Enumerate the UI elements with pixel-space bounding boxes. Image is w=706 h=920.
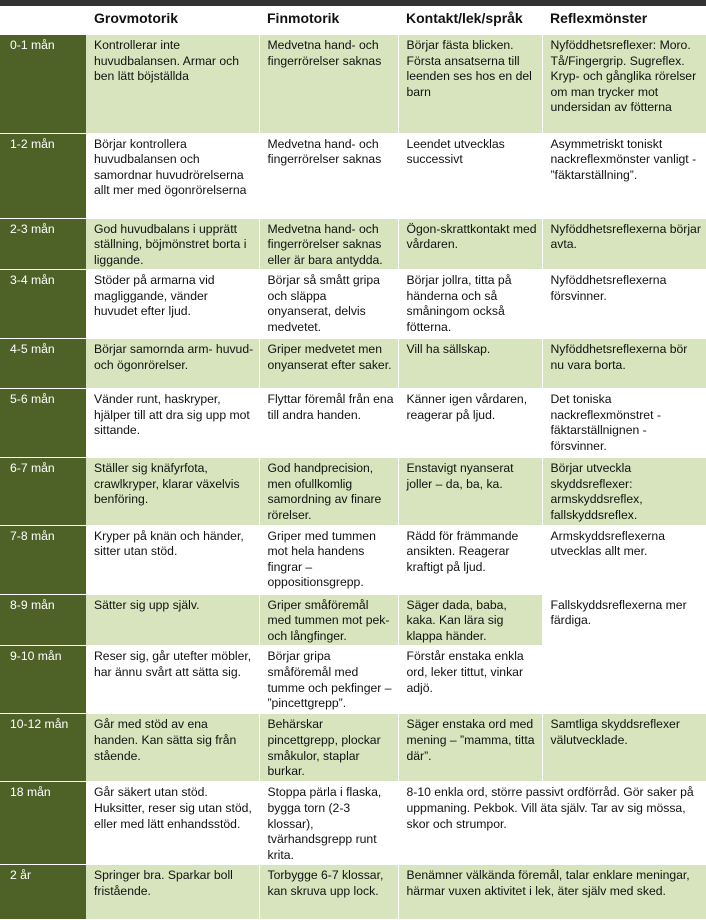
reflex-cell: Nyföddhetsreflexerna bör nu vara borta.: [542, 339, 706, 389]
gross-cell: Springer bra. Sparkar boll fristående.: [86, 865, 259, 920]
age-cell: 7-8 mån: [0, 525, 86, 594]
contact-cell: Säger dada, baba, kaka. Kan lära sig klappa händer.: [398, 594, 542, 646]
gross-cell: Börjar samornda arm- huvud- och ögonrörelser.: [86, 339, 259, 389]
contact-cell: Förstår enstaka enkla ord, leker tittut, vinkar adjö.: [398, 646, 542, 714]
gross-cell: God huvudbalans i upprätt ställning, böjmönstret borta i liggande.: [86, 218, 259, 270]
table-row: [0, 594, 706, 646]
gross-cell: Kontrollerar inte huvudbalansen. Armar och ben lätt böjställda: [86, 35, 259, 133]
fine-cell: God handprecision, men ofullkomlig samordning av finare rörelser.: [259, 458, 398, 525]
contact-cell: Benämner välkända föremål, talar enklare meningar, härmar vuxen aktivitet i lek, äter själv med sked.: [398, 865, 706, 920]
table-row: [0, 339, 706, 389]
table-row: [0, 865, 706, 920]
fine-cell: Medvetna hand- och fingerrörelser saknas: [259, 133, 398, 218]
gross-cell: Stöder på armarna vid magliggande, vänder huvudet efter ljud.: [86, 270, 259, 339]
gross-cell: Ställer sig knäfyrfota, crawlkryper, klarar växelvis benföring.: [86, 458, 259, 525]
fine-cell: Behärskar pincettgrepp, plockar småkulor, staplar burkar.: [259, 714, 398, 782]
contact-cell: Vill ha sällskap.: [398, 339, 542, 389]
age-cell: 9-10 mån: [0, 646, 86, 714]
age-cell: 1-2 mån: [0, 133, 86, 218]
fine-cell: Griper med tummen mot hela handens fingrar – oppositionsgrepp.: [259, 525, 398, 594]
age-cell: 4-5 mån: [0, 339, 86, 389]
reflex-cell: Det toniska nackreflexmönstret - fäktarställnignen - försvinner.: [542, 389, 706, 458]
header-grovmotorik: Grovmotorik: [86, 6, 259, 35]
header-kontakt: Kontakt/lek/språk: [398, 6, 542, 35]
fine-cell: Börjar så smått gripa och släppa onyanserat, delvis medvetet.: [259, 270, 398, 339]
table-row: [0, 782, 706, 865]
contact-cell: Börjar fästa blicken. Första ansatserna till leenden ses hos en del barn: [398, 35, 542, 133]
age-cell: 18 mån: [0, 782, 86, 865]
header-reflexmonster: Reflexmönster: [542, 6, 706, 35]
gross-cell: Reser sig, går utefter möbler, har ännu svårt att sätta sig.: [86, 646, 259, 714]
contact-cell: Känner igen vårdaren, reagerar på ljud.: [398, 389, 542, 458]
gross-cell: Vänder runt, haskryper, hjälper till att dra sig upp mot sittande.: [86, 389, 259, 458]
table-row: [0, 270, 706, 339]
reflex-cell: Samtliga skyddsreflexer välutvecklade.: [542, 714, 706, 782]
reflex-cell: Asymmetriskt toniskt nackreflexmönster vanligt - ”fäktarställning”.: [542, 133, 706, 218]
table-row: [0, 458, 706, 525]
table-row: [0, 35, 706, 133]
age-cell: 2 år: [0, 865, 86, 920]
gross-cell: Sätter sig upp själv.: [86, 594, 259, 646]
contact-cell: 8-10 enkla ord, större passivt ordförråd. Gör saker på uppmaning. Pekbok. Vill äta själv. Tar av sig mössa, skor och strumpor.: [398, 782, 706, 865]
fine-cell: Medvetna hand- och fingerrörelser saknas: [259, 35, 398, 133]
contact-cell: Rädd för främmande ansikten. Reagerar kraftigt på ljud.: [398, 525, 542, 594]
age-cell: 2-3 mån: [0, 218, 86, 270]
gross-cell: Går säkert utan stöd. Huksitter, reser sig utan stöd, eller med lätt enhandsstöd.: [86, 782, 259, 865]
age-cell: 6-7 mån: [0, 458, 86, 525]
fine-cell: Griper medvetet men onyanserat efter saker.: [259, 339, 398, 389]
age-cell: 5-6 mån: [0, 389, 86, 458]
fine-cell: Torbygge 6-7 klossar, kan skruva upp lock.: [259, 865, 398, 920]
fine-cell: Börjar gripa småföremål med tumme och pekfinger – ”pincettgrepp”.: [259, 646, 398, 714]
reflex-cell: Börjar utveckla skyddsreflexer: armskyddsreflex, fallskyddsreflex.: [542, 458, 706, 525]
gross-cell: Går med stöd av ena handen. Kan sätta sig från stående.: [86, 714, 259, 782]
fine-cell: Flyttar föremål från ena till andra handen.: [259, 389, 398, 458]
contact-cell: Leendet utvecklas successivt: [398, 133, 542, 218]
age-cell: 0-1 mån: [0, 35, 86, 133]
table-row: [0, 133, 706, 218]
table-row: [0, 714, 706, 782]
reflex-cell: Fallskyddsreflexerna mer färdiga.: [542, 594, 706, 714]
reflex-cell: Nyföddhetsreflexerna börjar avta.: [542, 218, 706, 270]
header-row: [0, 6, 706, 35]
contact-cell: Enstavigt nyanserat joller – da, ba, ka.: [398, 458, 542, 525]
header-age: [0, 6, 86, 35]
fine-cell: Stoppa pärla i flaska, bygga torn (2-3 klossar), tvärhandsgrepp runt krita.: [259, 782, 398, 865]
development-table: [0, 6, 706, 920]
gross-cell: Kryper på knän och händer, sitter utan stöd.: [86, 525, 259, 594]
header-finmotorik: Finmotorik: [259, 6, 398, 35]
fine-cell: Medvetna hand- och fingerrörelser saknas eller är bara antydda.: [259, 218, 398, 270]
reflex-cell: Armskyddsreflexerna utvecklas allt mer.: [542, 525, 706, 594]
contact-cell: Börjar jollra, titta på händerna och så småningom också fötterna.: [398, 270, 542, 339]
age-cell: 10-12 mån: [0, 714, 86, 782]
reflex-cell: Nyföddhetsreflexer: Moro. Tå/Fingergrip. Sugreflex. Kryp- och gånglika rörelser om man trycker mot undersidan av fötterna: [542, 35, 706, 133]
contact-cell: Säger enstaka ord med mening – ”mamma, titta där”.: [398, 714, 542, 782]
gross-cell: Börjar kontrollera huvudbalansen och samordnar huvudrörelserna allt mer med ögonrörelserna: [86, 133, 259, 218]
age-cell: 8-9 mån: [0, 594, 86, 646]
age-cell: 3-4 mån: [0, 270, 86, 339]
table-row: [0, 389, 706, 458]
reflex-cell: Nyföddhetsreflexerna försvinner.: [542, 270, 706, 339]
fine-cell: Griper småföremål med tummen mot pek- och långfinger.: [259, 594, 398, 646]
table-row: [0, 218, 706, 270]
table-row: [0, 525, 706, 594]
contact-cell: Ögon-skrattkontakt med vårdaren.: [398, 218, 542, 270]
